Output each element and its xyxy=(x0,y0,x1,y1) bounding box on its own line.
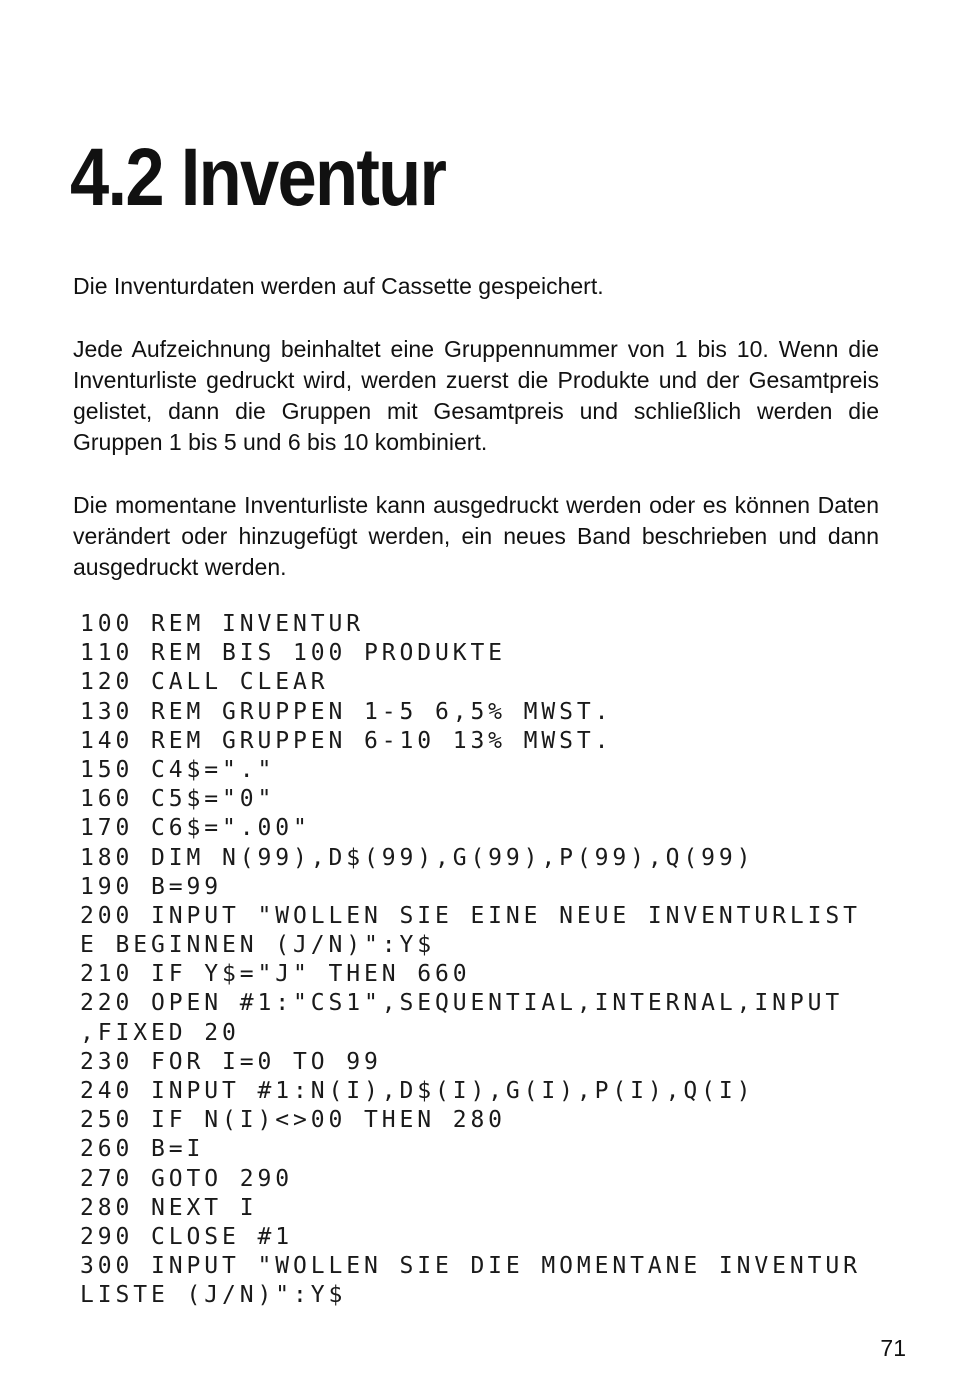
code-line: 160 C5$="0" xyxy=(80,786,276,813)
code-line: 210 IF Y$="J" THEN 660 xyxy=(80,961,471,988)
code-line: 150 C4$="." xyxy=(80,756,276,783)
code-line: 140 REM GRUPPEN 6-10 13% MWST. xyxy=(80,727,613,754)
code-line: 110 REM BIS 100 PRODUKTE xyxy=(80,640,506,667)
code-line: 270 GOTO 290 xyxy=(80,1165,293,1192)
code-line: 260 B=I xyxy=(80,1136,205,1163)
code-line: 200 INPUT "WOLLEN SIE EINE NEUE INVENTURLIST xyxy=(80,902,861,929)
code-line: 180 DIM N(99),D$(99),G(99),P(99),Q(99) xyxy=(80,844,755,871)
code-line: 220 OPEN #1:"CS1",SEQUENTIAL,INTERNAL,INPUT xyxy=(80,990,844,1017)
code-line: 170 C6$=".00" xyxy=(80,815,311,842)
code-line: E BEGINNEN (J/N)":Y$ xyxy=(80,932,435,959)
code-line: 230 FOR I=0 TO 99 xyxy=(80,1048,382,1075)
code-line: 280 NEXT I xyxy=(80,1194,258,1221)
code-line: 300 INPUT "WOLLEN SIE DIE MOMENTANE INVENTUR xyxy=(80,1253,861,1280)
section-heading: 4.2 Inventur xyxy=(70,132,446,223)
code-line: 130 REM GRUPPEN 1-5 6,5% MWST. xyxy=(80,698,613,725)
page-number: 71 xyxy=(880,1335,906,1361)
intro-paragraph: Die Inventurdaten werden auf Cassette gespeichert. xyxy=(73,273,604,299)
code-line: 250 IF N(I)<>00 THEN 280 xyxy=(80,1107,506,1134)
code-line: 240 INPUT #1:N(I),D$(I),G(I),P(I),Q(I) xyxy=(80,1078,755,1104)
code-line: 290 CLOSE #1 xyxy=(80,1223,293,1250)
options-paragraph: Die momentane Inventurliste kann ausgedruckt werden oder es können Daten verändert oder hinzugefügt werden, ein neues Band beschrieben und dann ausgedruckt werden. xyxy=(73,492,879,580)
code-line: 100 REM INVENTUR xyxy=(80,611,364,637)
code-line: ,FIXED 20 xyxy=(80,1019,240,1046)
code-line: 120 CALL CLEAR xyxy=(80,669,329,696)
record-description-paragraph: Jede Aufzeichnung beinhaltet eine Gruppennummer von 1 bis 10. Wenn die Inventurliste gedruckt wird, werden zuerst die Produkte und der Gesamtpreis gelistet, dann die Gruppen mit Gesamtpreis und schließlich werden die Gruppen 1 bis 5 und 6 bis 10 kombiniert. xyxy=(73,336,879,455)
code-line: 190 B=99 xyxy=(80,873,222,900)
basic-program-listing xyxy=(80,610,900,1311)
code-line: LISTE (J/N)":Y$ xyxy=(80,1282,347,1309)
